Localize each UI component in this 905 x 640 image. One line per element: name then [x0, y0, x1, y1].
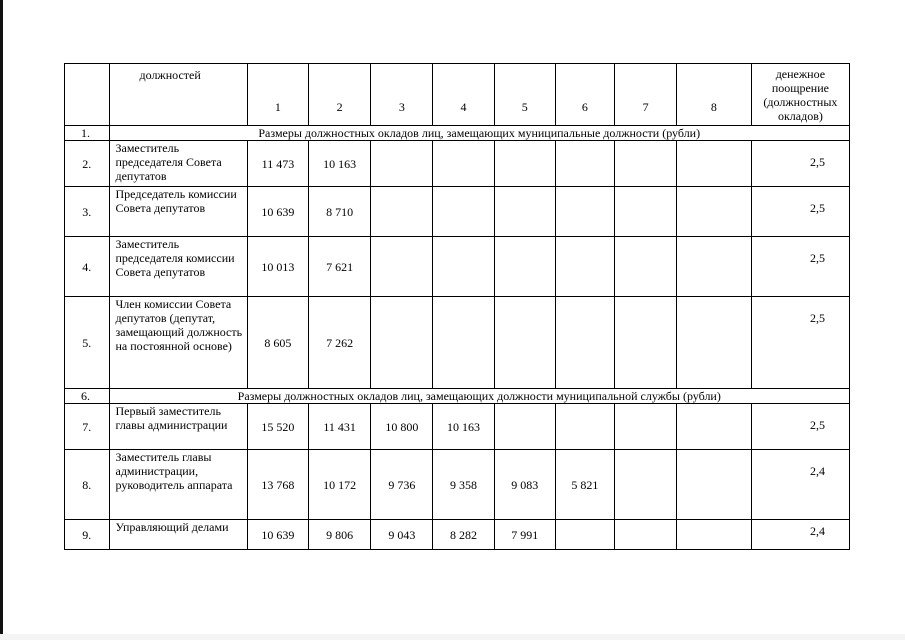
salary-cell: 9 358 — [433, 450, 495, 520]
bonus-cell: 2,5 — [751, 187, 849, 237]
page-bottom-strip — [0, 634, 905, 640]
position-name: Первый заместитель главы администрации — [109, 404, 248, 450]
position-name: Председатель комиссии Совета депутатов — [109, 187, 248, 237]
header-col-5: 5 — [494, 64, 555, 126]
header-col-7: 7 — [615, 64, 677, 126]
salary-cell — [615, 237, 677, 297]
salary-cell: 8 282 — [433, 520, 495, 550]
salary-cell: 7 991 — [494, 520, 555, 550]
salary-table — [64, 63, 850, 550]
row-number: 2. — [65, 141, 110, 187]
salary-cell: 9 043 — [371, 520, 433, 550]
salary-cell — [615, 404, 677, 450]
salary-cell — [676, 187, 751, 237]
header-col-3: 3 — [371, 64, 433, 126]
table-row — [65, 450, 850, 520]
bonus-cell: 2,4 — [751, 520, 849, 550]
section-row — [65, 126, 850, 141]
salary-cell — [494, 237, 555, 297]
row-number: 7. — [65, 404, 110, 450]
scan-left-edge — [0, 0, 3, 640]
header-col-8: 8 — [676, 64, 751, 126]
section-number: 6. — [65, 389, 110, 404]
header-num-cell — [65, 64, 110, 126]
salary-cell — [555, 404, 615, 450]
salary-cell — [615, 520, 677, 550]
position-name: Управляющий делами — [109, 520, 248, 550]
salary-cell: 9 806 — [308, 520, 371, 550]
salary-cell — [555, 237, 615, 297]
row-number: 5. — [65, 297, 110, 389]
salary-cell — [676, 297, 751, 389]
salary-cell — [615, 187, 677, 237]
row-number: 4. — [65, 237, 110, 297]
position-name: Заместитель председателя комиссии Совета депутатов — [109, 237, 248, 297]
header-col-4: 4 — [433, 64, 495, 126]
table-row — [65, 520, 850, 550]
header-col-6: 6 — [555, 64, 615, 126]
header-position-name: должностей — [109, 64, 248, 126]
salary-cell — [371, 237, 433, 297]
table-row — [65, 237, 850, 297]
salary-cell — [676, 404, 751, 450]
position-name: Заместитель председателя Совета депутатов — [109, 141, 248, 187]
section-title: Размеры должностных окладов лиц, замещающих муниципальные должности (рубли) — [109, 126, 850, 141]
salary-cell: 11 473 — [248, 141, 309, 187]
salary-cell: 11 431 — [308, 404, 371, 450]
position-name: Заместитель главы администрации, руководитель аппарата — [109, 450, 248, 520]
salary-cell — [433, 141, 495, 187]
bonus-cell: 2,4 — [751, 450, 849, 520]
salary-cell — [615, 297, 677, 389]
section-row — [65, 389, 850, 404]
bonus-cell: 2,5 — [751, 141, 849, 187]
salary-cell: 9 736 — [371, 450, 433, 520]
section-title: Размеры должностных окладов лиц, замещающих должности муниципальной службы (рубли) — [109, 389, 850, 404]
salary-cell: 10 163 — [433, 404, 495, 450]
salary-cell — [555, 141, 615, 187]
salary-cell — [371, 187, 433, 237]
salary-cell: 10 013 — [248, 237, 309, 297]
header-bonus: денежное поощрение (должностных окладов) — [751, 64, 849, 126]
salary-cell — [555, 297, 615, 389]
salary-cell — [676, 141, 751, 187]
salary-cell: 8 710 — [308, 187, 371, 237]
salary-cell — [371, 297, 433, 389]
table-row — [65, 141, 850, 187]
row-number: 8. — [65, 450, 110, 520]
salary-cell — [433, 237, 495, 297]
salary-cell — [676, 237, 751, 297]
salary-cell: 13 768 — [248, 450, 309, 520]
salary-cell — [494, 187, 555, 237]
position-name: Член комиссии Совета депутатов (депутат, замещающий должность на постоянной основе) — [109, 297, 248, 389]
bonus-cell: 2,5 — [751, 404, 849, 450]
salary-cell: 7 262 — [308, 297, 371, 389]
header-row — [65, 64, 850, 126]
salary-cell: 10 163 — [308, 141, 371, 187]
salary-cell — [494, 404, 555, 450]
salary-cell: 8 605 — [248, 297, 309, 389]
salary-cell — [676, 520, 751, 550]
section-number: 1. — [65, 126, 110, 141]
salary-cell — [433, 297, 495, 389]
salary-cell — [371, 141, 433, 187]
salary-cell — [494, 297, 555, 389]
table-row — [65, 297, 850, 389]
salary-cell: 10 800 — [371, 404, 433, 450]
salary-cell — [615, 141, 677, 187]
row-number: 9. — [65, 520, 110, 550]
salary-cell — [676, 450, 751, 520]
salary-cell: 7 621 — [308, 237, 371, 297]
table-row — [65, 187, 850, 237]
salary-cell: 10 172 — [308, 450, 371, 520]
salary-cell: 9 083 — [494, 450, 555, 520]
salary-cell — [555, 187, 615, 237]
row-number: 3. — [65, 187, 110, 237]
bonus-cell: 2,5 — [751, 297, 849, 389]
salary-cell: 10 639 — [248, 520, 309, 550]
salary-cell — [555, 520, 615, 550]
salary-cell — [494, 141, 555, 187]
table-row — [65, 404, 850, 450]
salary-cell — [433, 187, 495, 237]
bonus-cell: 2,5 — [751, 237, 849, 297]
salary-cell — [615, 450, 677, 520]
salary-cell: 15 520 — [248, 404, 309, 450]
header-col-1: 1 — [248, 64, 309, 126]
salary-cell: 5 821 — [555, 450, 615, 520]
header-col-2: 2 — [308, 64, 371, 126]
salary-cell: 10 639 — [248, 187, 309, 237]
